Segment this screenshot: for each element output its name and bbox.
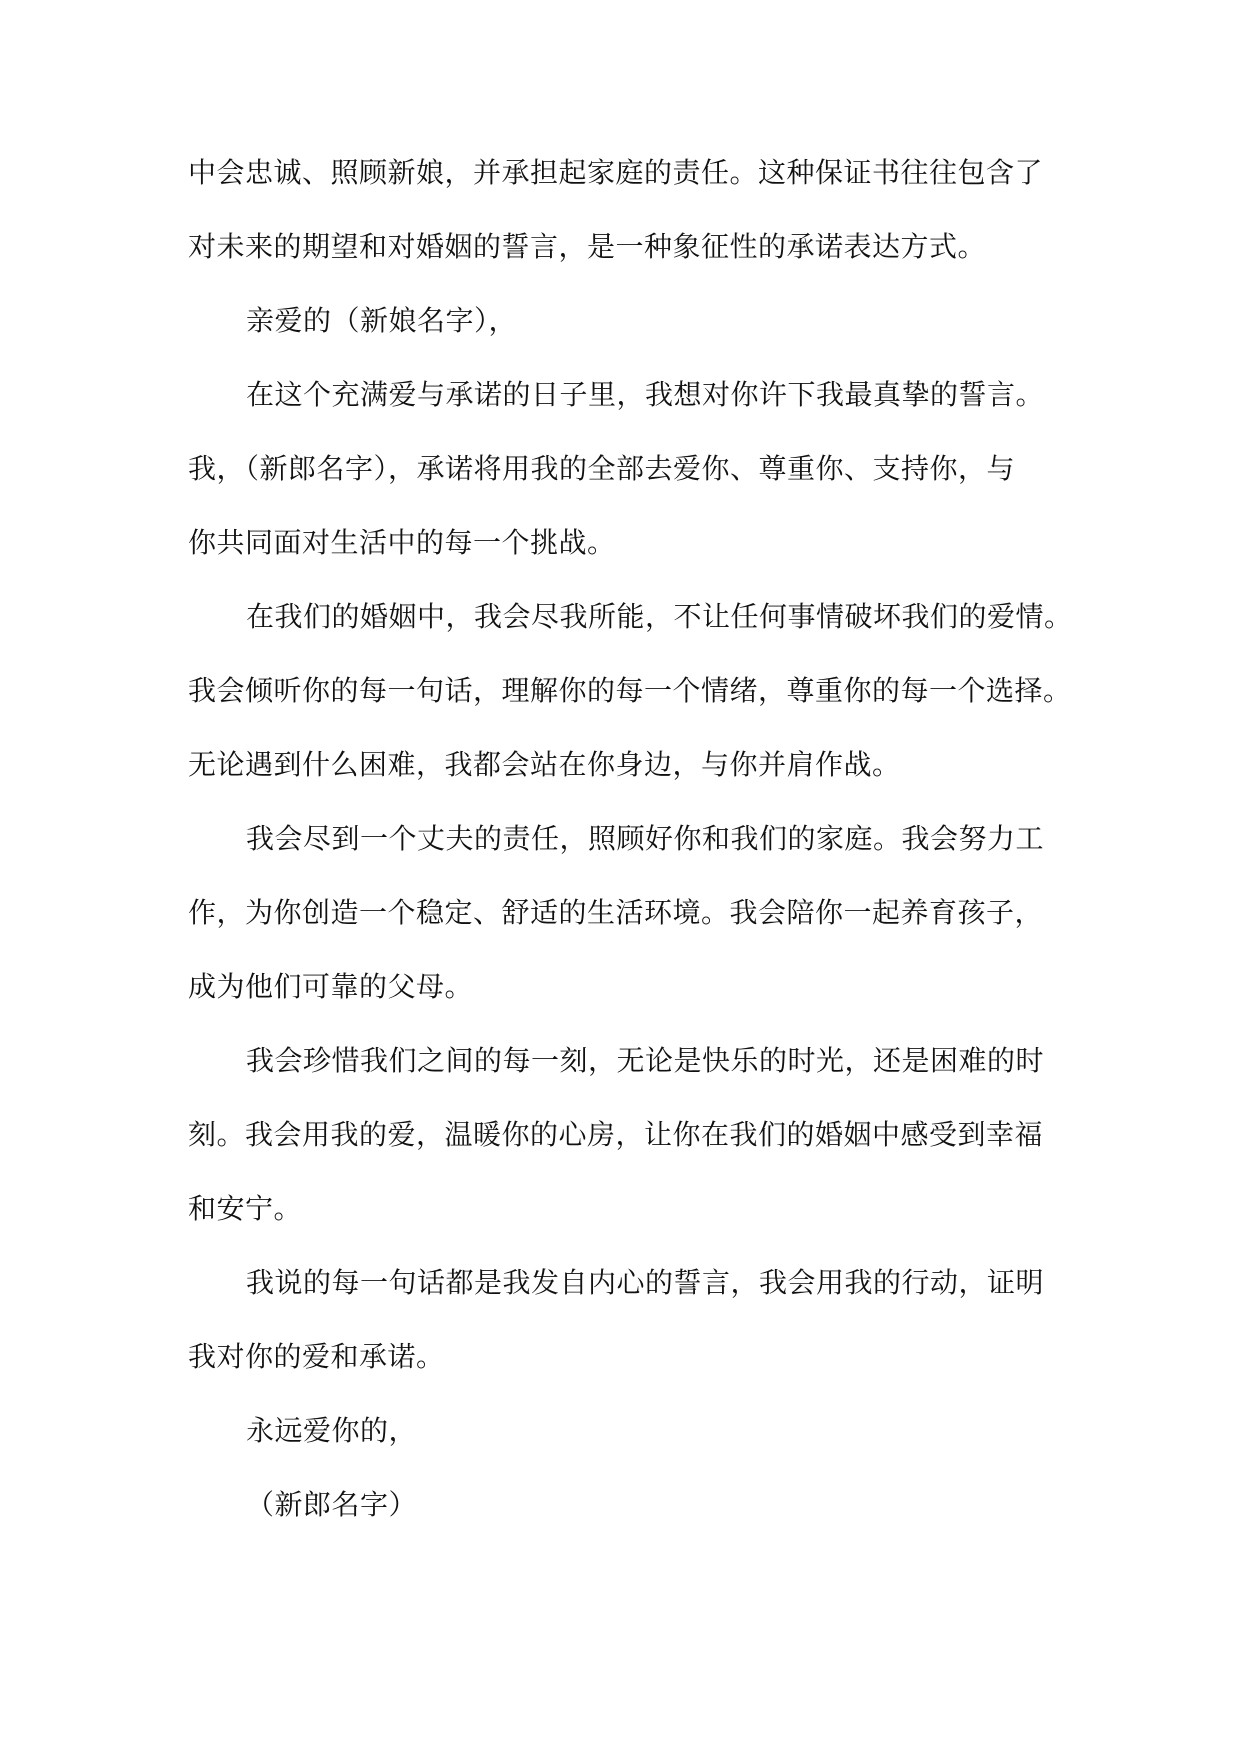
text-line: 我，（新郎名字），承诺将用我的全部去爱你、尊重你、支持你，与 [188, 452, 1016, 485]
closing: 永远爱你的， [246, 1414, 418, 1447]
text-line: 中会忠诚、照顾新娘，并承担起家庭的责任。这种保证书往往包含了 [188, 156, 1044, 189]
text-line: 我对你的爱和承诺。 [188, 1340, 445, 1373]
text-line: 我说的每一句话都是我发自内心的誓言，我会用我的行动，证明 [246, 1266, 1045, 1299]
text-line: 我会珍惜我们之间的每一刻，无论是快乐的时光，还是困难的时 [246, 1044, 1045, 1077]
text-line: 你共同面对生活中的每一个挑战。 [188, 526, 616, 559]
salutation: 亲爱的（新娘名字）， [246, 304, 518, 337]
text-line: 在这个充满爱与承诺的日子里，我想对你许下我最真挚的誓言。 [246, 378, 1045, 411]
text-line: 成为他们可靠的父母。 [188, 970, 474, 1003]
text-line: 无论遇到什么困难，我都会站在你身边，与你并肩作战。 [188, 748, 901, 781]
signature: （新郎名字） [246, 1488, 418, 1521]
text-line: 在我们的婚姻中，我会尽我所能，不让任何事情破坏我们的爱情。 [246, 600, 1073, 633]
text-line: 我会倾听你的每一句话，理解你的每一个情绪，尊重你的每一个选择。 [188, 674, 1072, 707]
text-line: 和安宁。 [188, 1192, 303, 1225]
text-line: 我会尽到一个丈夫的责任，照顾好你和我们的家庭。我会努力工 [246, 822, 1045, 855]
text-line: 刻。我会用我的爱，温暖你的心房，让你在我们的婚姻中感受到幸福 [188, 1118, 1044, 1151]
text-line: 作，为你创造一个稳定、舒适的生活环境。我会陪你一起养育孩子， [188, 896, 1044, 929]
text-line: 对未来的期望和对婚姻的誓言，是一种象征性的承诺表达方式。 [188, 230, 987, 263]
